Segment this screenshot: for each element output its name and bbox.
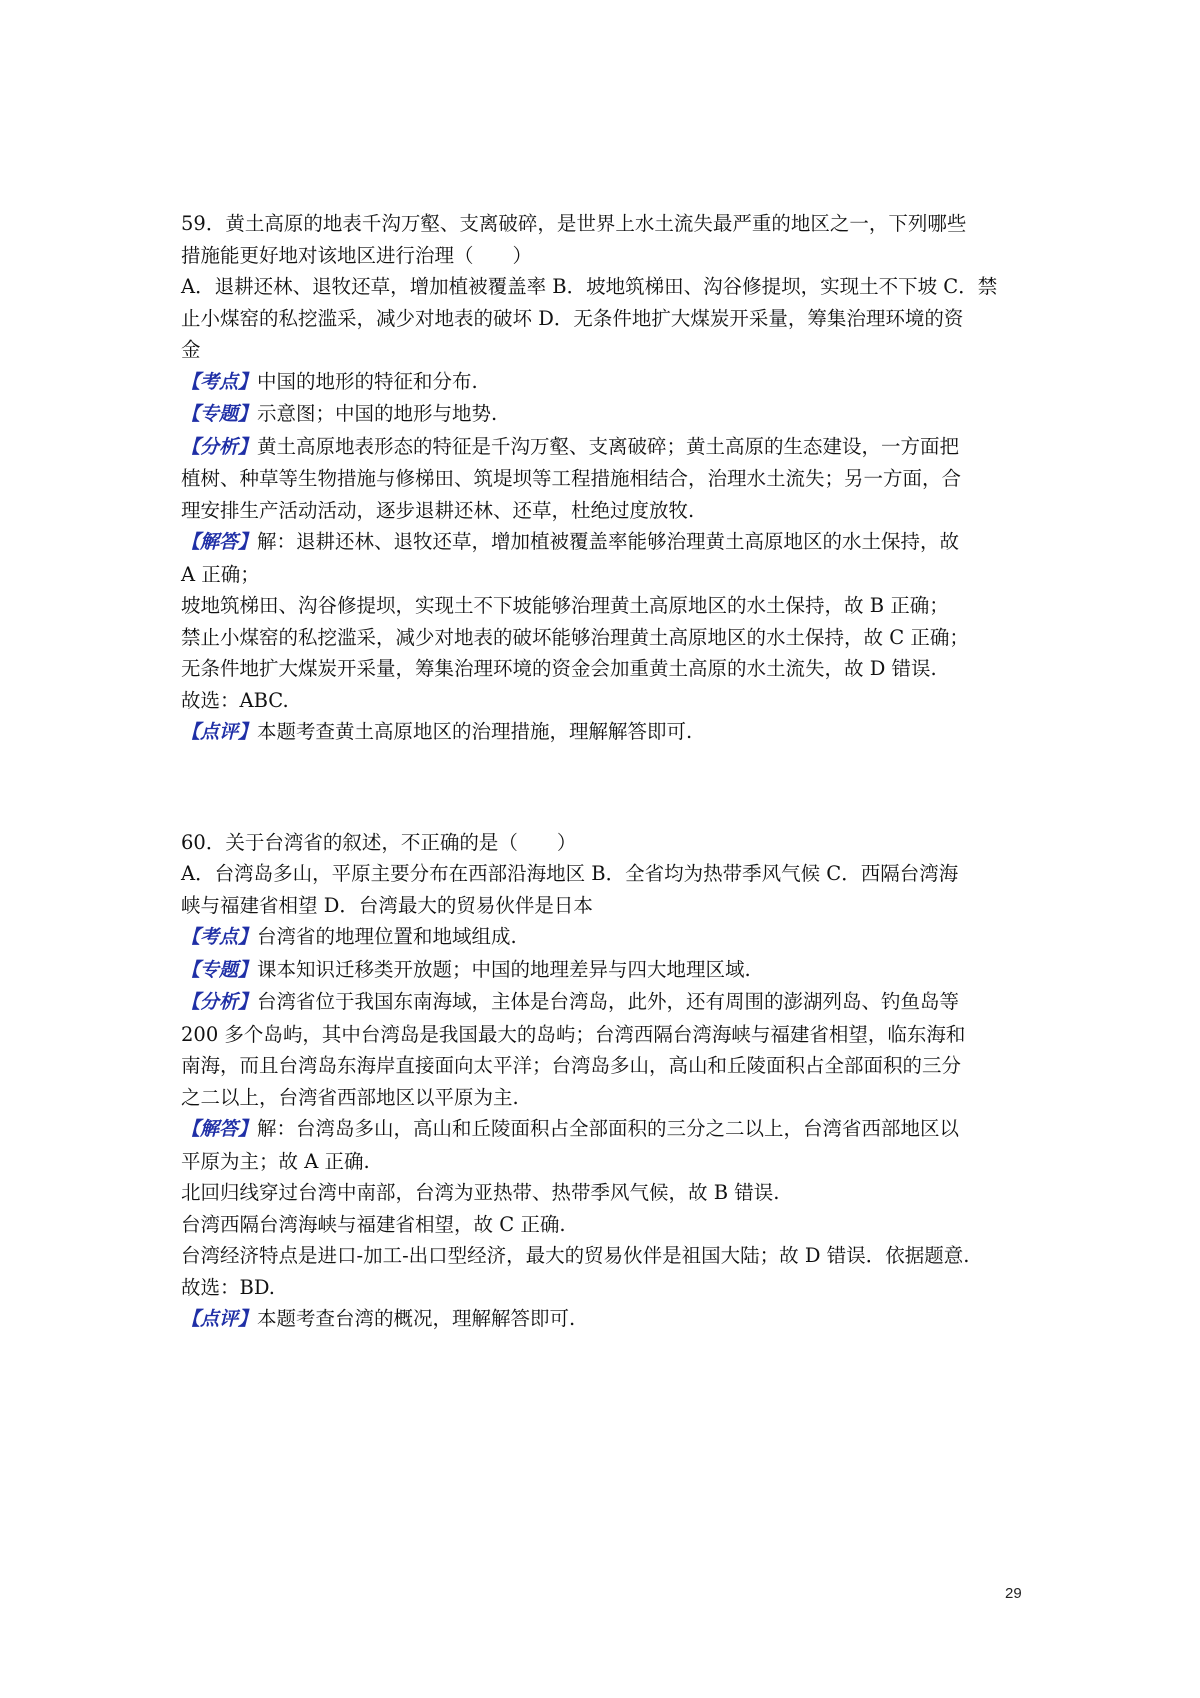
- kaodian-tag: 【考点】: [181, 926, 258, 948]
- question-60: [181, 827, 1027, 1336]
- kaodian-section: [181, 366, 1027, 399]
- fenxi-text-line: 植树、种草等生物措施与修梯田、筑堤坝等工程措施相结合，治理水土流失；另一方面，合: [181, 467, 962, 490]
- fenxi-text-line: 之二以上，台湾省西部地区以平原为主.: [181, 1085, 519, 1109]
- fenxi-text: 黄土高原地表形态的特征是千沟万壑、支离破碎；黄土高原的生态建设，一方面把: [257, 434, 960, 458]
- jieda-text-line: 台湾经济特点是进口-加工-出口型经济，最大的贸易伙伴是祖国大陆；故 D 错误．依据题意.: [181, 1244, 970, 1267]
- dianping-section: [181, 1303, 1027, 1336]
- question-options-line: A．退耕还林、退牧还草，增加植被覆盖率 B．坡地筑梯田、沟谷修提坝，实现土不下坡 C．禁: [181, 275, 998, 298]
- fenxi-tag: 【分析】: [181, 435, 258, 458]
- page-number: 29: [1005, 1585, 1022, 1602]
- zhuanti-section: [181, 954, 1027, 987]
- jieda-text-line: 无条件地扩大煤炭开采量，筹集治理环境的资金会加重黄土高原的水土流失，故 D 错误.: [181, 657, 937, 680]
- jieda-answer-line: 故选：ABC.: [181, 688, 289, 712]
- dianping-text: 本题考查台湾的概况，理解解答即可.: [257, 1307, 576, 1330]
- jieda-text-line: A 正确；: [181, 562, 260, 586]
- question-options-line: 峡与福建省相望 D．台湾最大的贸易伙伴是日本: [181, 893, 593, 917]
- question-stem-line: 措施能更好地对该地区进行治理（ ）: [181, 243, 533, 267]
- jieda-tag: 【解答】: [181, 1118, 258, 1140]
- jieda-text-line: 平原为主；故 A 正确.: [181, 1149, 370, 1173]
- kaodian-section: [181, 921, 1027, 954]
- jieda-answer-line: 故选：BD.: [181, 1275, 275, 1299]
- question-options-line: A．台湾岛多山，平原主要分布在西部沿海地区 B．全省均为热带季风气候 C．西隔台湾海: [181, 862, 959, 885]
- zhuanti-text: 示意图；中国的地形与地势.: [257, 402, 498, 425]
- zhuanti-tag: 【专题】: [181, 403, 258, 425]
- jieda-tag: 【解答】: [181, 531, 258, 553]
- fenxi-text-line: 南海，而且台湾岛东海岸直接面向太平洋；台湾岛多山，高山和丘陵面积占全部面积的三分: [181, 1054, 962, 1077]
- fenxi-section: [181, 431, 1027, 464]
- zhuanti-section: [181, 398, 1027, 431]
- question-options-line: 金: [181, 338, 201, 361]
- kaodian-text: 中国的地形的特征和分布.: [257, 369, 478, 393]
- jieda-text-line: 坡地筑梯田、沟谷修提坝，实现土不下坡能够治理黄土高原地区的水土保持，故 B 正确；: [181, 594, 949, 617]
- jieda-text: 解：台湾岛多山，高山和丘陵面积占全部面积的三分之二以上，台湾省西部地区以: [257, 1117, 960, 1140]
- fenxi-text-line: 200 多个岛屿，其中台湾岛是我国最大的岛屿；台湾西隔台湾海峡与福建省相望，临东海和: [181, 1022, 966, 1046]
- question-stem-line: 59．黄土高原的地表千沟万壑、支离破碎，是世界上水土流失最严重的地区之一，下列哪些: [181, 212, 967, 235]
- dianping-tag: 【点评】: [181, 721, 258, 743]
- jieda-text-line: 北回归线穿过台湾中南部，台湾为亚热带、热带季风气候，故 B 错误.: [181, 1181, 780, 1204]
- question-stem-line: 60．关于台湾省的叙述，不正确的是（ ）: [181, 830, 577, 854]
- question-options-line: 止小煤窑的私挖滥采，减少对地表的破坏 D．无条件地扩大煤炭开采量，筹集治理环境的资: [181, 306, 964, 330]
- jieda-text-line: 禁止小煤窑的私挖滥采，减少对地表的破坏能够治理黄土高原地区的水土保持，故 C 正确；: [181, 625, 969, 649]
- jieda-section: [181, 1113, 1027, 1146]
- jieda-text-line: 台湾西隔台湾海峡与福建省相望，故 C 正确.: [181, 1212, 566, 1236]
- jieda-section: [181, 526, 1027, 559]
- kaodian-tag: 【考点】: [181, 370, 258, 393]
- page-content: [181, 208, 1027, 1336]
- dianping-text: 本题考查黄土高原地区的治理措施，理解解答即可.: [257, 720, 693, 743]
- dianping-tag: 【点评】: [181, 1308, 258, 1330]
- fenxi-text: 台湾省位于我国东南海域，主体是台湾岛，此外，还有周围的澎湖列岛、钓鱼岛等: [257, 990, 960, 1013]
- question-59: [181, 208, 1027, 749]
- fenxi-tag: 【分析】: [181, 991, 258, 1013]
- zhuanti-tag: 【专题】: [181, 958, 258, 981]
- dianping-section: [181, 716, 1027, 749]
- zhuanti-text: 课本知识迁移类开放题；中国的地理差异与四大地理区域.: [257, 957, 751, 981]
- fenxi-section: [181, 986, 1027, 1019]
- kaodian-text: 台湾省的地理位置和地域组成.: [257, 925, 517, 948]
- fenxi-text-line: 理安排生产活动活动，逐步退耕还林、还草，杜绝过度放牧.: [181, 498, 695, 522]
- jieda-text: 解：退耕还林、退牧还草，增加植被覆盖率能够治理黄土高原地区的水土保持，故: [257, 530, 960, 553]
